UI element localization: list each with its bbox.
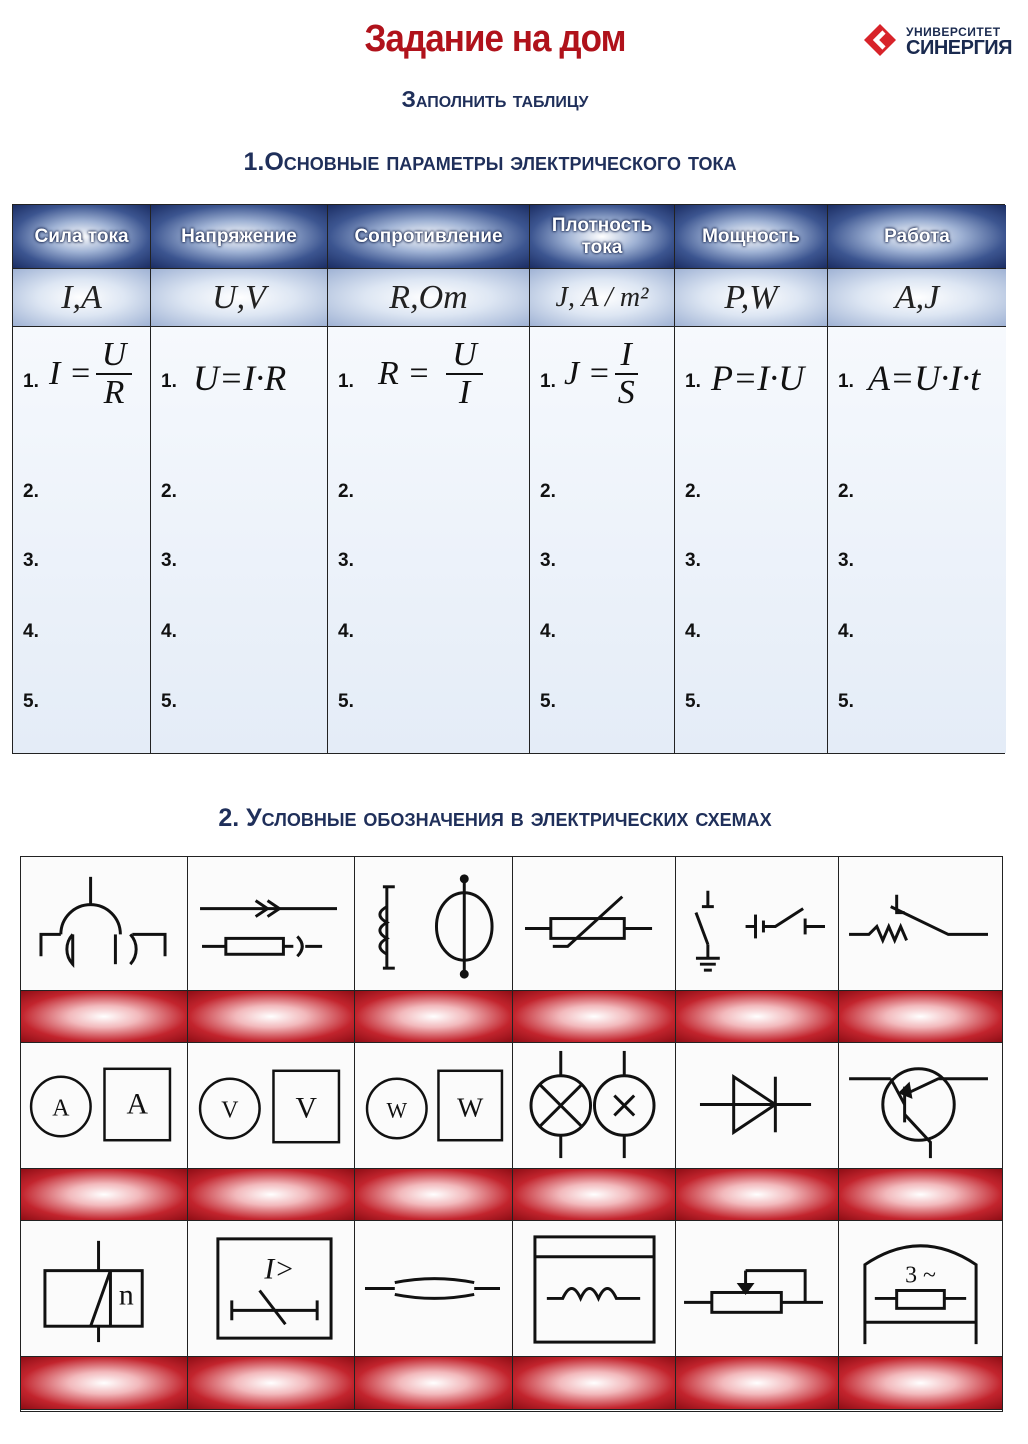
column-header: Напряжение — [151, 205, 327, 269]
unit-cell: R,Om — [328, 269, 529, 327]
column-header: Работа — [828, 205, 1006, 269]
row-number: 2. — [685, 481, 701, 502]
answer-cell[interactable] — [188, 1357, 355, 1410]
answer-cell[interactable] — [355, 991, 513, 1043]
varistor-symbol-icon — [513, 857, 676, 991]
coil-and-generator-symbol-icon — [355, 857, 513, 991]
answer-cell[interactable] — [676, 991, 839, 1043]
row-number: 5. — [838, 691, 854, 712]
answer-cell[interactable] — [676, 1357, 839, 1410]
page-subtitle: Заполнить таблицу — [401, 86, 589, 112]
diode-symbol-icon — [676, 1043, 839, 1169]
formula-lhs: I = — [49, 355, 92, 392]
row-number: 4. — [23, 621, 39, 642]
overcurrent-relay-symbol-icon — [188, 1221, 355, 1357]
page-title: Задание на дом — [364, 18, 626, 60]
row-number: 3. — [338, 550, 354, 571]
formula — [564, 337, 638, 411]
ammeter-symbol-icon — [21, 1043, 188, 1169]
row-number: 2. — [540, 481, 556, 502]
row-number: 3. — [161, 550, 177, 571]
answer-cell[interactable] — [21, 1357, 188, 1410]
furnace-symbol-icon — [839, 1221, 1003, 1357]
unit-cell: J, A / m² — [530, 269, 674, 327]
wattmeter-symbol-icon — [355, 1043, 513, 1169]
formula-numerator: U — [446, 337, 483, 375]
column-body — [328, 327, 529, 753]
row-number: 4. — [161, 621, 177, 642]
column-power — [675, 205, 828, 753]
unit-cell: A,J — [828, 269, 1006, 327]
column-resistance — [328, 205, 530, 753]
logo-line2: СИНЕРГИЯ — [906, 37, 1013, 59]
formula-numerator: I — [615, 337, 638, 375]
ammeter-label: A — [52, 1095, 70, 1122]
column-body — [530, 327, 674, 753]
formula-denominator: I — [458, 374, 471, 411]
row-number: 1. — [685, 371, 701, 392]
row-number: 1. — [540, 371, 556, 392]
logo-mark-icon — [862, 22, 898, 58]
plug-socket-symbol-icon — [21, 857, 188, 991]
column-body — [13, 327, 150, 753]
row-number: 1. — [338, 371, 354, 392]
row-number: 2. — [338, 481, 354, 502]
parameters-table — [12, 204, 1005, 754]
answer-cell[interactable] — [676, 1169, 839, 1221]
row-number: 1. — [838, 371, 854, 392]
answer-cell[interactable] — [188, 991, 355, 1043]
inductor-block-symbol-icon — [513, 1221, 676, 1357]
answer-cell[interactable] — [513, 1357, 676, 1410]
formula-numerator: U — [96, 337, 133, 375]
contact-symbol-icon — [355, 1221, 513, 1357]
row-number: 2. — [161, 481, 177, 502]
formula — [378, 337, 483, 411]
switch-ground-symbols-icon — [676, 857, 839, 991]
wattmeter-label: W — [457, 1092, 484, 1124]
answer-cell[interactable] — [839, 1357, 1003, 1410]
column-header: Мощность — [675, 205, 827, 269]
column-voltage — [151, 205, 328, 753]
row-number: 5. — [161, 691, 177, 712]
furnace-label: 3 ~ — [905, 1262, 936, 1289]
relay-label: n — [118, 1278, 134, 1312]
overcurrent-label: I> — [264, 1252, 295, 1286]
row-number: 4. — [338, 621, 354, 642]
column-current-density — [530, 205, 675, 753]
column-header: Сила тока — [13, 205, 150, 269]
section1-heading: 1.Основные параметры электрического тока — [243, 148, 737, 176]
answer-cell[interactable] — [513, 991, 676, 1043]
section2-heading: 2. Условные обозначения в электрических схемах — [218, 804, 772, 832]
answer-cell[interactable] — [355, 1169, 513, 1221]
voltmeter-symbol-icon — [188, 1043, 355, 1169]
formula-lhs: J = — [564, 355, 611, 392]
unit-cell: U,V — [151, 269, 327, 327]
row-number: 2. — [23, 481, 39, 502]
row-number: 1. — [161, 371, 177, 392]
column-body — [151, 327, 327, 753]
answer-cell[interactable] — [188, 1169, 355, 1221]
row-number: 2. — [838, 481, 854, 502]
row-number: 3. — [540, 550, 556, 571]
formula-denominator: S — [617, 374, 635, 411]
column-body — [675, 327, 827, 753]
ammeter-label: A — [126, 1087, 148, 1121]
answer-cell[interactable] — [839, 1169, 1003, 1221]
formula-lhs: R = — [378, 355, 431, 392]
formula-denominator: R — [103, 374, 125, 411]
voltmeter-label: V — [295, 1091, 317, 1125]
row-number: 5. — [338, 691, 354, 712]
formula: U=I·R — [193, 358, 287, 398]
answer-cell[interactable] — [839, 991, 1003, 1043]
answer-cell[interactable] — [21, 1169, 188, 1221]
row-number: 4. — [838, 621, 854, 642]
row-number: 3. — [838, 550, 854, 571]
unit-cell: P,W — [675, 269, 827, 327]
thermal-relay-symbol-icon — [839, 857, 1003, 991]
row-number: 3. — [23, 550, 39, 571]
potentiometer-symbol-icon — [676, 1221, 839, 1357]
row-number: 3. — [685, 550, 701, 571]
answer-cell[interactable] — [513, 1169, 676, 1221]
formula: A=U·I·t — [868, 358, 981, 398]
voltmeter-label: V — [221, 1097, 239, 1124]
wattmeter-label: W — [386, 1098, 408, 1123]
row-number: 1. — [23, 371, 39, 392]
row-number: 4. — [540, 621, 556, 642]
column-header: Сопротивление — [328, 205, 529, 269]
formula — [49, 337, 132, 411]
column-header: Плотность тока — [530, 205, 674, 269]
formula: P=I·U — [711, 358, 805, 398]
logo-line1: УНИВЕРСИТЕТ — [906, 25, 1001, 39]
row-number: 4. — [685, 621, 701, 642]
row-number: 5. — [685, 691, 701, 712]
symbols-table — [20, 856, 1003, 1412]
answer-cell[interactable] — [21, 991, 188, 1043]
answer-cell[interactable] — [355, 1357, 513, 1410]
transistor-symbol-icon — [839, 1043, 1003, 1169]
lamp-symbol-icon — [513, 1043, 676, 1169]
column-work — [828, 205, 1006, 753]
university-logo — [862, 22, 1012, 62]
row-number: 5. — [23, 691, 39, 712]
column-body — [828, 327, 1006, 753]
connector-symbols-icon — [188, 857, 355, 991]
relay-coil-symbol-icon — [21, 1221, 188, 1357]
column-current — [13, 205, 151, 753]
row-number: 5. — [540, 691, 556, 712]
unit-cell: I,A — [13, 269, 150, 327]
